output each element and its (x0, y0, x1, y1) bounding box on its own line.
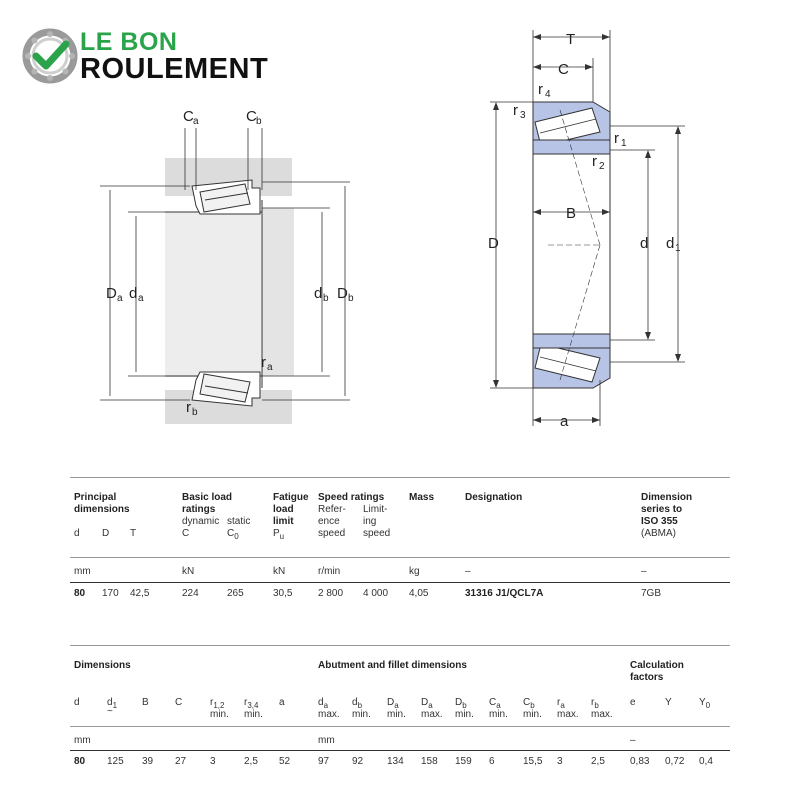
hdr2-ra: $r_a$ (557, 697, 565, 710)
hdr-D: D (102, 528, 110, 539)
hdr-fatigue1: Fatigue (273, 492, 309, 503)
label-r3: r (513, 102, 518, 119)
label-db-sub: b (323, 293, 329, 304)
val2-d: 80 (74, 756, 86, 767)
val-ref-speed: 2 800 (318, 588, 344, 599)
hdr2-Da-max-q: max. (421, 709, 443, 720)
label-d: d (640, 235, 649, 252)
val2-Da-min: 134 (387, 756, 404, 767)
divider (70, 582, 730, 583)
label-r2-sub: 2 (599, 161, 605, 172)
val2-Da-max: 158 (421, 756, 438, 767)
val-lim-speed: 4 000 (363, 588, 389, 599)
hdr-ref2: ence (318, 516, 340, 527)
hdr2-Y0: $Y_0$ (699, 697, 711, 710)
val2-Ca: 6 (489, 756, 495, 767)
label-Da: D (106, 285, 117, 302)
val2-db: 92 (352, 756, 364, 767)
label-r1: r (614, 130, 619, 147)
hdr-static: static (227, 516, 251, 527)
val2-Db: 159 (455, 756, 472, 767)
val2-Cb: 15,5 (523, 756, 543, 767)
hdr2-rb-q: max. (591, 709, 613, 720)
label-ra-sub: a (267, 362, 273, 373)
hdr-dynamic: dynamic (182, 516, 220, 527)
hdr2-r34: $r_{3,4}$ (244, 697, 259, 710)
val2-C: 27 (175, 756, 187, 767)
hdr-T: T (130, 528, 137, 539)
val2-B: 39 (142, 756, 154, 767)
hdr-dimser3: ISO 355 (641, 516, 678, 527)
hdr2-r12: $r_{1,2}$ (210, 697, 225, 710)
label-cb: C (246, 108, 257, 125)
hdr2-rb: $r_b$ (591, 697, 599, 710)
val-C: 224 (182, 588, 199, 599)
label-D: D (488, 235, 499, 252)
hdr2-Ca: $C_a$ (489, 697, 501, 710)
unit-dash-designation: – (465, 566, 471, 577)
bearing-section-drawing (488, 30, 685, 430)
logo-line2: ROULEMENT (80, 53, 269, 85)
val-designation: 31316 J1/QCL7A (465, 588, 544, 599)
unit2-mm-abutment: mm (318, 735, 335, 746)
unit-kg: kg (409, 566, 420, 577)
label-r4-sub: 4 (545, 89, 551, 100)
hdr2-Db: $D_b$ (455, 697, 467, 710)
val2-da: 97 (318, 756, 330, 767)
val2-d1: 125 (107, 756, 124, 767)
val2-r34: 2,5 (244, 756, 258, 767)
hdr2-Da-min-q: min. (387, 709, 406, 720)
hdr-lim3: speed (363, 528, 391, 539)
unit2-mm: mm (74, 735, 91, 746)
hdr-speed: Speed ratings (318, 492, 385, 503)
hdr-d: d (74, 528, 80, 539)
val2-r12: 3 (210, 756, 216, 767)
hdr2-d1-approx: ~ (107, 706, 113, 717)
hdr-dimser2: series to (641, 504, 683, 515)
val-series: 7GB (641, 588, 662, 599)
hdr2-Y: Y (665, 697, 672, 708)
label-d1: d (666, 235, 675, 252)
unit-kN-ratings: kN (182, 566, 195, 577)
hdr2-e: e (630, 697, 636, 708)
label-Db: D (337, 285, 348, 302)
hdr-fatigue3: limit (273, 516, 294, 527)
hdr-basic2: ratings (182, 504, 216, 515)
label-C: C (558, 61, 569, 78)
val-D: 170 (102, 588, 119, 599)
hdr-basic1: Basic load (182, 492, 233, 503)
label-r4: r (538, 81, 543, 98)
hdr-C0: $C_0$ (227, 528, 239, 541)
label-ca-sub: a (193, 116, 199, 127)
hdr-dimser4: (ABMA) (641, 528, 676, 539)
hdr-designation: Designation (465, 492, 523, 503)
val2-a: 52 (279, 756, 291, 767)
label-rb: r (186, 399, 191, 416)
divider (70, 477, 730, 478)
unit-rmin: r/min (318, 566, 341, 577)
label-da-sub: a (138, 293, 144, 304)
label-r3-sub: 3 (520, 110, 526, 121)
unit2-dash: – (630, 735, 636, 746)
hdr2-C: C (175, 697, 183, 708)
hdr-lim1: Limit- (363, 504, 388, 515)
label-B: B (566, 205, 577, 222)
val-C0: 265 (227, 588, 244, 599)
hdr2-db: $d_b$ (352, 697, 363, 710)
hdr2-Db-q: min. (455, 709, 474, 720)
hdr-mass: Mass (409, 492, 435, 503)
label-d1-sub: 1 (675, 243, 681, 254)
hdr-fatigue2: load (273, 504, 294, 515)
divider (70, 645, 730, 646)
divider (70, 726, 730, 727)
label-a: a (560, 413, 569, 430)
mounting-drawing (100, 108, 354, 424)
hdr2-d: d (74, 697, 80, 708)
label-r1-sub: 1 (621, 138, 627, 149)
label-cb-sub: b (256, 116, 262, 127)
hdr2-a: a (279, 697, 285, 708)
hdr2-r34-q: min. (244, 709, 263, 720)
hdr-dimser1: Dimension (641, 492, 693, 503)
hdr2-db-q: min. (352, 709, 371, 720)
label-Da-sub: a (117, 293, 123, 304)
hdr2-Ca-q: min. (489, 709, 508, 720)
val-T: 42,5 (130, 588, 150, 599)
hdr-ref1: Refer- (318, 504, 346, 515)
hdr2-B: B (142, 697, 149, 708)
hdr-dimensions: dimensions (74, 504, 130, 515)
label-Db-sub: b (348, 293, 354, 304)
hdr2-r12-q: min. (210, 709, 229, 720)
hdr2-Da-min: $D_a$ (387, 697, 399, 710)
hdr2-da-q: max. (318, 709, 340, 720)
hdr2-d1: $d_1$ (107, 697, 118, 710)
val-Pu: 30,5 (273, 588, 293, 599)
hdr-Pu: $P_u$ (273, 528, 285, 541)
val-d: 80 (74, 588, 86, 599)
hdr-lim2: ing (363, 516, 377, 527)
hdr-dimensions2: Dimensions (74, 660, 131, 671)
val2-Y0: 0,4 (699, 756, 713, 767)
divider (70, 750, 730, 751)
hdr2-Da-max: $D_a$ (421, 697, 433, 710)
hdr2-Cb: $C_b$ (523, 697, 535, 710)
unit-kN-fatigue: kN (273, 566, 286, 577)
label-rb-sub: b (192, 407, 198, 418)
hdr2-Cb-q: min. (523, 709, 542, 720)
label-ca: C (183, 108, 194, 125)
label-T: T (566, 31, 576, 48)
label-db: d (314, 285, 323, 302)
val2-rb: 2,5 (591, 756, 605, 767)
label-r2: r (592, 153, 597, 170)
divider (70, 557, 730, 558)
hdr-abutment: Abutment and fillet dimensions (318, 660, 467, 671)
val-mass: 4,05 (409, 588, 429, 599)
label-da: d (129, 285, 138, 302)
hdr-principal: Principal (74, 492, 117, 503)
hdr2-ra-q: max. (557, 709, 579, 720)
hdr-calc2: factors (630, 672, 664, 683)
val2-e: 0,83 (630, 756, 650, 767)
val2-ra: 3 (557, 756, 563, 767)
hdr-C: C (182, 528, 190, 539)
unit-mm: mm (74, 566, 91, 577)
hdr-ref3: speed (318, 528, 346, 539)
logo-line1: LE BON (80, 28, 178, 56)
hdr2-da: $d_a$ (318, 697, 329, 710)
label-ra: r (261, 354, 266, 371)
unit-dash-series: – (641, 566, 647, 577)
hdr-calc1: Calculation (630, 660, 684, 671)
val2-Y: 0,72 (665, 756, 685, 767)
